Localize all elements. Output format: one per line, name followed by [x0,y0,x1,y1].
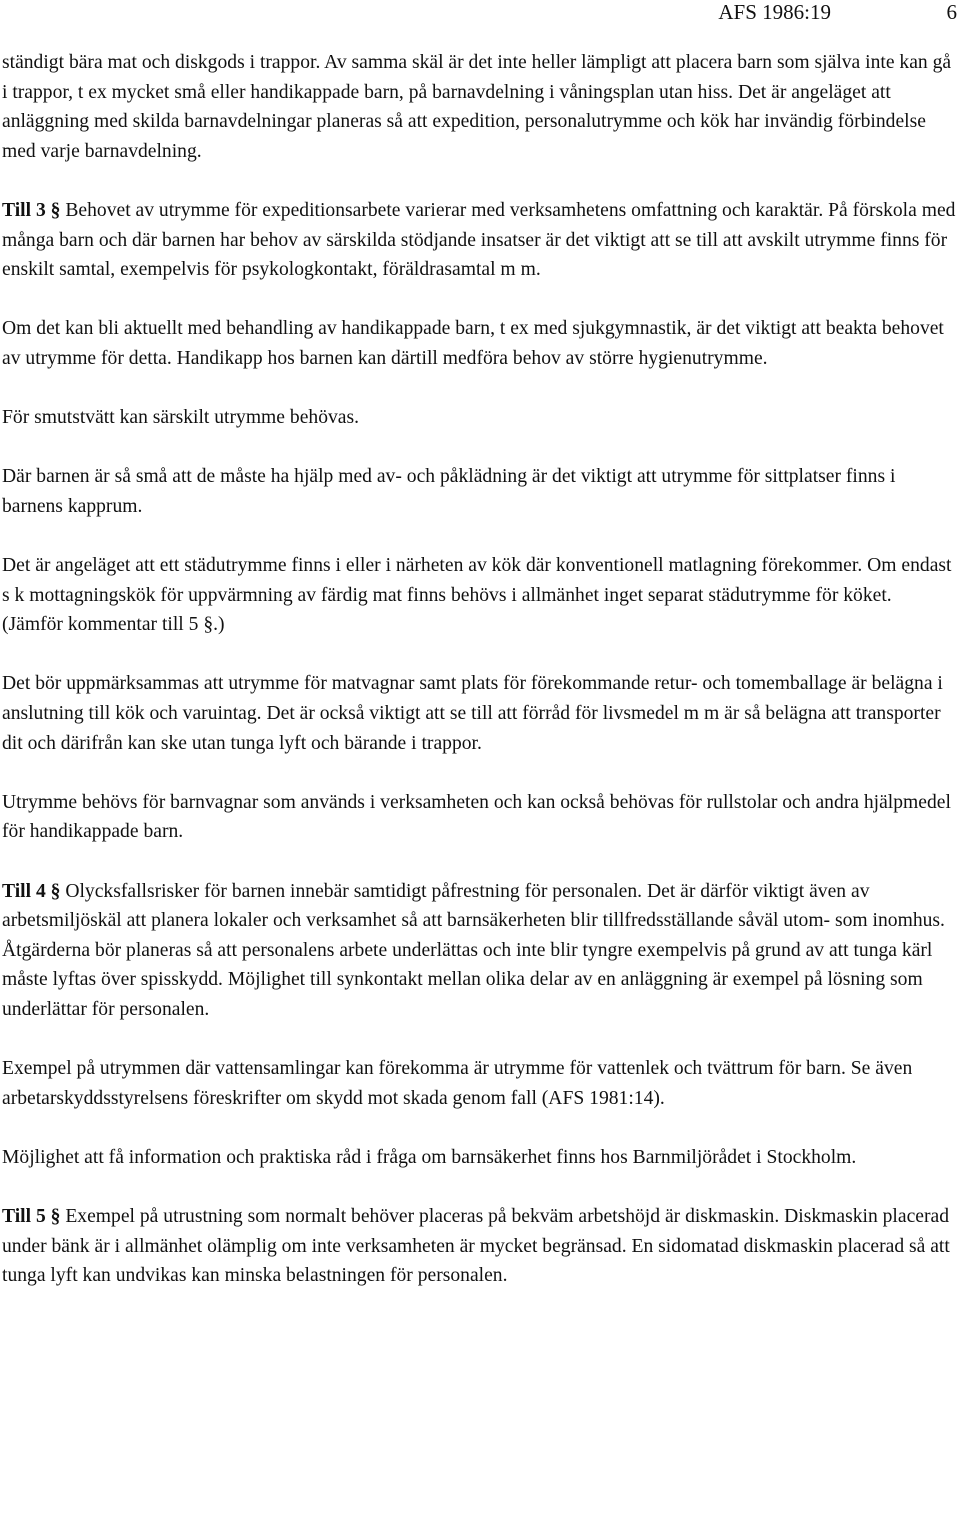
paragraph-text: Om det kan bli aktuellt med behandling av handikappade barn, t ex med sjukgymnastik, är det viktigt att beakta behovet av utrymme för detta. Handikapp hos barnen kan därtill medföra behov av större hygienutrymme. [2,318,944,369]
paragraph-text: Det bör uppmärksammas att utrymme för matvagnar samt plats för förekommande retur- och tomemballage är belägna i anslutning till kök och varuintag. Det är också viktigt att se till att förråd för livsmedel m m är så belägna att transporter dit och därifrån kan ske utan tunga lyft och bärande i trappor. [2,673,943,754]
paragraph [2,1054,956,1113]
section-reference: Till 3 § [2,199,61,221]
document-reference: AFS 1986:19 [718,0,831,24]
paragraph-text: Det är angeläget att ett städutrymme finns i eller i närheten av kök där konventionell matlagning förekommer. Om endast s k mottagningskök för uppvärmning av färdig mat finns behövs i allmänhet inget separat städutrymme för köket. (Jämför kommentar till 5 §.) [2,555,952,636]
paragraph-text: Behovet av utrymme för expeditionsarbete varierar med verksamhetens omfattning och karaktär. På förskola med många barn och där barnen har behov av särskilda stödjande insatser är det viktigt att se till att avskilt utrymme finns för enskilt samtal, exempelvis för psykologkontakt, föräldrasamtal m m. [2,199,956,281]
paragraph [2,877,956,1025]
paragraph [2,48,956,166]
paragraph [2,462,956,521]
paragraph [2,551,956,640]
paragraph-text: Exempel på utrymmen där vattensamlingar kan förekomma är utrymme för vattenlek och tvättrum för barn. Se även arbetarskyddsstyrelsens föreskrifter om skydd mot skada genom fall (AFS 1981:14). [2,1058,913,1109]
paragraph [2,669,956,758]
section-reference: Till 5 § [2,1206,61,1228]
paragraph [2,196,956,285]
document-body [2,48,956,1321]
paragraph-text: Utrymme behövs för barnvagnar som används i verksamheten och kan också behövas för rullstolar och andra hjälpmedel för handikappade barn. [2,791,951,843]
page-number: 6 [946,0,957,24]
paragraph [2,403,956,433]
paragraph-text: Där barnen är så små att de måste ha hjälp med av- och påklädning är det viktigt att utrymme för sittplatser finns i barnens kapprum. [2,466,896,517]
paragraph-text: Olycksfallsrisker för barnen innebär samtidigt påfrestning för personalen. Det är därför viktigt även av arbetsmiljöskäl att planera lokaler och verksamhet så att barnsäkerheten blir tillfredsställande såväl utom- som inomhus. Åtgärderna bör planeras så att personalens arbete underlättas och inte blir tyngre exempelvis på grund av att tunga kärl måste lyftas över spisskydd. Möjlighet till synkontakt mellan olika delar av en anläggning är exempel på lösning som underlättar för personalen. [2,880,945,1020]
paragraph-text: Möjlighet att få information och praktiska råd i fråga om barnsäkerhet finns hos Barnmiljörådet i Stockholm. [2,1146,857,1168]
paragraph-text: Exempel på utrustning som normalt behöver placeras på bekväm arbetshöjd är diskmaskin. Diskmaskin placerad under bänk är i allmänhet olämplig om inte verksamheten är mycket begränsad. En sidomatad diskmaskin placerad så att tunga lyft kan undvikas kan minska belastningen för personalen. [2,1206,950,1287]
paragraph [2,1202,956,1291]
paragraph [2,314,956,373]
paragraph [2,788,956,847]
paragraph [2,1143,956,1173]
paragraph-text: ständigt bära mat och diskgods i trappor. Av samma skäl är det inte heller lämpligt att placera barn som själva inte kan gå i trappor, t ex mycket små eller handikappade barn, på barnavdelning i våningsplan utan hiss. Det är angeläget att anläggning med skilda barnavdelningar planeras så att expedition, personalutrymme och kök har invändig förbindelse med varje barnavdelning. [2,52,952,162]
section-reference: Till 4 § [2,880,61,902]
paragraph-text: För smutstvätt kan särskilt utrymme behövas. [2,407,360,429]
